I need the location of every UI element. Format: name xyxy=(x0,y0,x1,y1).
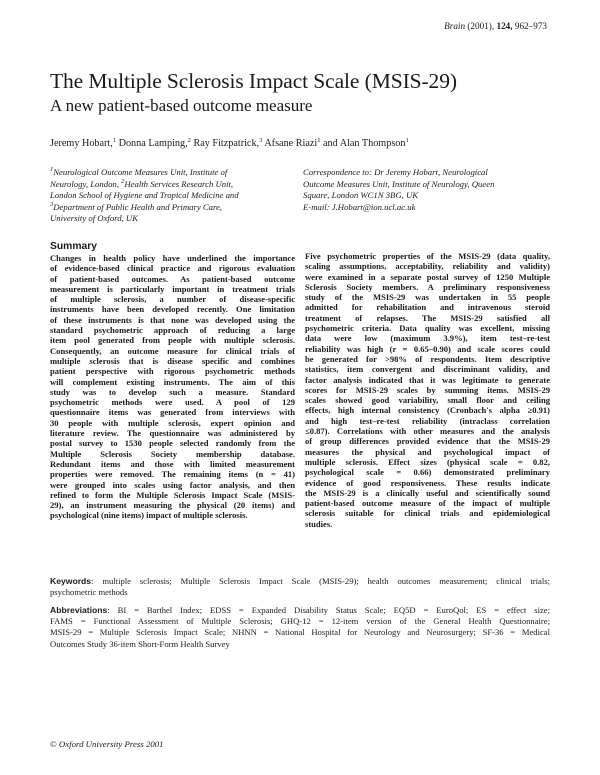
article-subtitle: A new patient-based outcome measure xyxy=(50,96,313,115)
summary-line: will complement existing instruments. The aim of this xyxy=(50,376,295,387)
journal-name: Brain xyxy=(444,21,466,31)
summary-line: Consequently, an outcome measure for clinical trials of xyxy=(50,345,295,356)
author: and Alan Thompson$^1$ xyxy=(323,137,409,149)
affiliation-line: London School of Hygiene and Tropical Medicine and xyxy=(50,190,239,201)
journal-pages: 962–973 xyxy=(514,21,547,31)
summary-line: psychological scale = 0.66) demonstrated preliminary xyxy=(305,467,550,478)
correspondence xyxy=(303,167,553,213)
abbreviations-label: Abbreviations xyxy=(50,605,108,615)
author: Jeremy Hobart,$^1$ xyxy=(50,137,117,149)
running-header xyxy=(444,21,547,31)
abbreviations-line: Outcomes Study 36-item Short-Form Health Survey xyxy=(50,638,230,649)
summary-line: Multiple Sclerosis Society membership database. xyxy=(50,448,295,459)
author: Afsane Riazi$^1$ xyxy=(264,137,321,149)
summary-line: Changes in health policy have underlined the importance xyxy=(50,253,295,263)
summary-line: sclerosis suitable for clinical trials and epidemiological xyxy=(305,508,550,519)
summary-line: ≤0.87). Correlations with other measures and the analysis xyxy=(305,426,550,437)
summary-line: multiple sclerosis. Effect sizes (physical scale = 0.82, xyxy=(305,456,550,467)
article-title: The Multiple Sclerosis Impact Scale (MSIS-29) xyxy=(50,69,457,93)
affiliations xyxy=(50,167,300,225)
summary-heading: Summary xyxy=(50,241,97,252)
summary-line: statistics, item convergent and discriminant validity, and xyxy=(305,364,550,375)
summary-line: of evidence-based clinical practice and rigorous evaluation xyxy=(50,263,295,274)
summary-line: study of the MSIS-29 was undertaken in 55 people xyxy=(305,292,550,303)
copyright-notice xyxy=(50,739,164,749)
keywords xyxy=(50,576,550,598)
summary-right-column xyxy=(305,251,550,529)
summary-line: patient perspective with rigorous psychometric methods xyxy=(50,366,295,377)
summary-line: refined to form the Multiple Sclerosis Impact Scale (MSIS- xyxy=(50,489,295,500)
summary-line: scores for MSIS-29 scales by summing items. MSIS-29 xyxy=(305,384,550,395)
keywords-label: Keywords xyxy=(50,576,92,586)
affiliation-line: $^3$Department of Public Health and Primary Care, xyxy=(50,200,223,212)
affiliation-line: University of Oxford, UK xyxy=(50,213,138,224)
summary-line: item pool generated from people with multiple sclerosis. xyxy=(50,335,295,346)
summary-line: postal survey to 1530 people selected randomly from the xyxy=(50,438,295,449)
keywords-line: Keywords: multiple sclerosis; Multiple Sclerosis Impact Scale (MSIS-29); health outcomes measurement; clinical trials; xyxy=(50,576,550,586)
summary-line: and high test–re-test reliability (intraclass correlation xyxy=(305,415,550,426)
author-list xyxy=(50,138,409,149)
copyright-symbol: © xyxy=(50,739,57,749)
summary-line: properties were removed. The remaining items (n = 41) xyxy=(50,469,295,480)
summary-line: Sclerosis Society members. A preliminary responsiveness xyxy=(305,281,550,292)
summary-line: were examined in a separate postal survey of 1250 Multiple xyxy=(305,271,550,282)
summary-line: questionnaire items was generated from interviews with xyxy=(50,407,295,418)
affiliation-line: $^1$Neurological Outcome Measures Unit, Institute of xyxy=(50,166,228,177)
correspondence-line: Correspondence to: Dr Jeremy Hobart, Neurological xyxy=(303,167,488,177)
summary-line: 30 people with multiple sclerosis, expert opinion and xyxy=(50,417,295,428)
summary-line: scales showed good variability, small floor and ceiling xyxy=(305,395,550,406)
summary-line: of these instruments is that none was developed using the xyxy=(50,314,295,325)
summary-line: patient-based outcome measure of the impact of multiple xyxy=(305,498,550,509)
abbreviations-line: MSIS-29 = Multiple Sclerosis Impact Scale; NHNN = National Hospital for Neurology and Neurosurgery; SF-36 = Medical xyxy=(50,627,550,638)
author: Ray Fitzpatrick,$^3$ xyxy=(193,137,263,149)
summary-line: scaling assumptions, acceptability, reliability and validity) xyxy=(305,261,550,272)
summary-line: literature review. The questionnaire was administered by xyxy=(50,428,295,439)
summary-line: factor analysis indicated that it was legitimate to generate xyxy=(305,374,550,385)
abbreviations xyxy=(50,605,550,650)
summary-line: admitted for rehabilitation and intravenous steroid xyxy=(305,302,550,313)
journal-year: (2001), xyxy=(467,21,495,31)
keywords-line: psychometric methods xyxy=(50,587,128,597)
summary-line: standard psychometric approach of reducing a large xyxy=(50,325,295,336)
summary-line: measurement is particularly important in treatment trials xyxy=(50,283,295,294)
summary-line: 29), an instrument measuring the physical (20 items) and xyxy=(50,500,295,511)
summary-line: data were low (maximum 3.9%), item test–re-test xyxy=(305,333,550,344)
correspondence-email: E-mail: J.Hobart@ion.ucl.ac.uk xyxy=(303,201,416,212)
summary-line: psychometric criteria. Data quality was excellent, missing xyxy=(305,323,550,334)
correspondence-line: Square, London WC1N 3BG, UK xyxy=(303,190,419,201)
summary-line: measures the physical and psychological impact of xyxy=(305,446,550,457)
summary-line: multiple sclerosis that is disease specific and combines xyxy=(50,355,295,366)
author: Donna Lamping,$^2$ xyxy=(118,137,191,149)
summary-line: Redundant items and those with limited measurement xyxy=(50,458,295,469)
summary-line: of multiple sclerosis, a number of disease-specific xyxy=(50,294,295,305)
abbreviations-line: FAMS = Functional Assessment of Multiple Sclerosis; GHQ-12 = 12-item version of the General Health Questionnaire; xyxy=(50,616,550,627)
summary-left-column xyxy=(50,253,295,521)
summary-line: effects, high internal consistency (Cronbach's alpha ≥0.91) xyxy=(305,405,550,416)
summary-line: psychological (nine items) impact of multiple sclerosis. xyxy=(50,510,248,521)
summary-line: Five psychometric properties of the MSIS-29 (data quality, xyxy=(305,251,550,261)
summary-line: be generated for >98% of respondents. Item descriptive xyxy=(305,353,550,364)
summary-line: evidence of good responsiveness. These results indicate xyxy=(305,477,550,488)
affiliation-line: Neurology, London, $^2$Health Services Research Unit, xyxy=(50,177,234,189)
summary-line: of patient-based outcomes. As patient-based outcome xyxy=(50,273,295,284)
correspondence-line: Outcome Measures Unit, Institute of Neurology, Queen xyxy=(303,178,495,189)
journal-volume: 124, xyxy=(496,21,513,31)
summary-line: instruments have been developed recently. One limitation xyxy=(50,304,295,315)
summary-line: were grouped into scales using factor analysis, and then xyxy=(50,479,295,490)
summary-line: reliability was high (r = 0.65–0.90) and scale scores could xyxy=(305,343,550,354)
summary-line: treatment of relapses. The MSIS-29 satisfied all xyxy=(305,312,550,323)
summary-line: psychometric methods were used. A pool of 129 xyxy=(50,397,295,408)
summary-line: studies. xyxy=(305,518,333,529)
abbreviations-line: Abbreviations: BI = Barthel Index; EDSS = Expanded Disability Status Scale; EQ5D = EuroQol; ES = effect size; xyxy=(50,605,550,615)
summary-line: study was to develop such a measure. Standard xyxy=(50,386,295,397)
summary-line: of group differences provided evidence that the MSIS-29 xyxy=(305,436,550,447)
summary-line: the MSIS-29 is a clinically useful and scientifically sound xyxy=(305,487,550,498)
copyright-text: Oxford University Press 2001 xyxy=(58,739,164,749)
